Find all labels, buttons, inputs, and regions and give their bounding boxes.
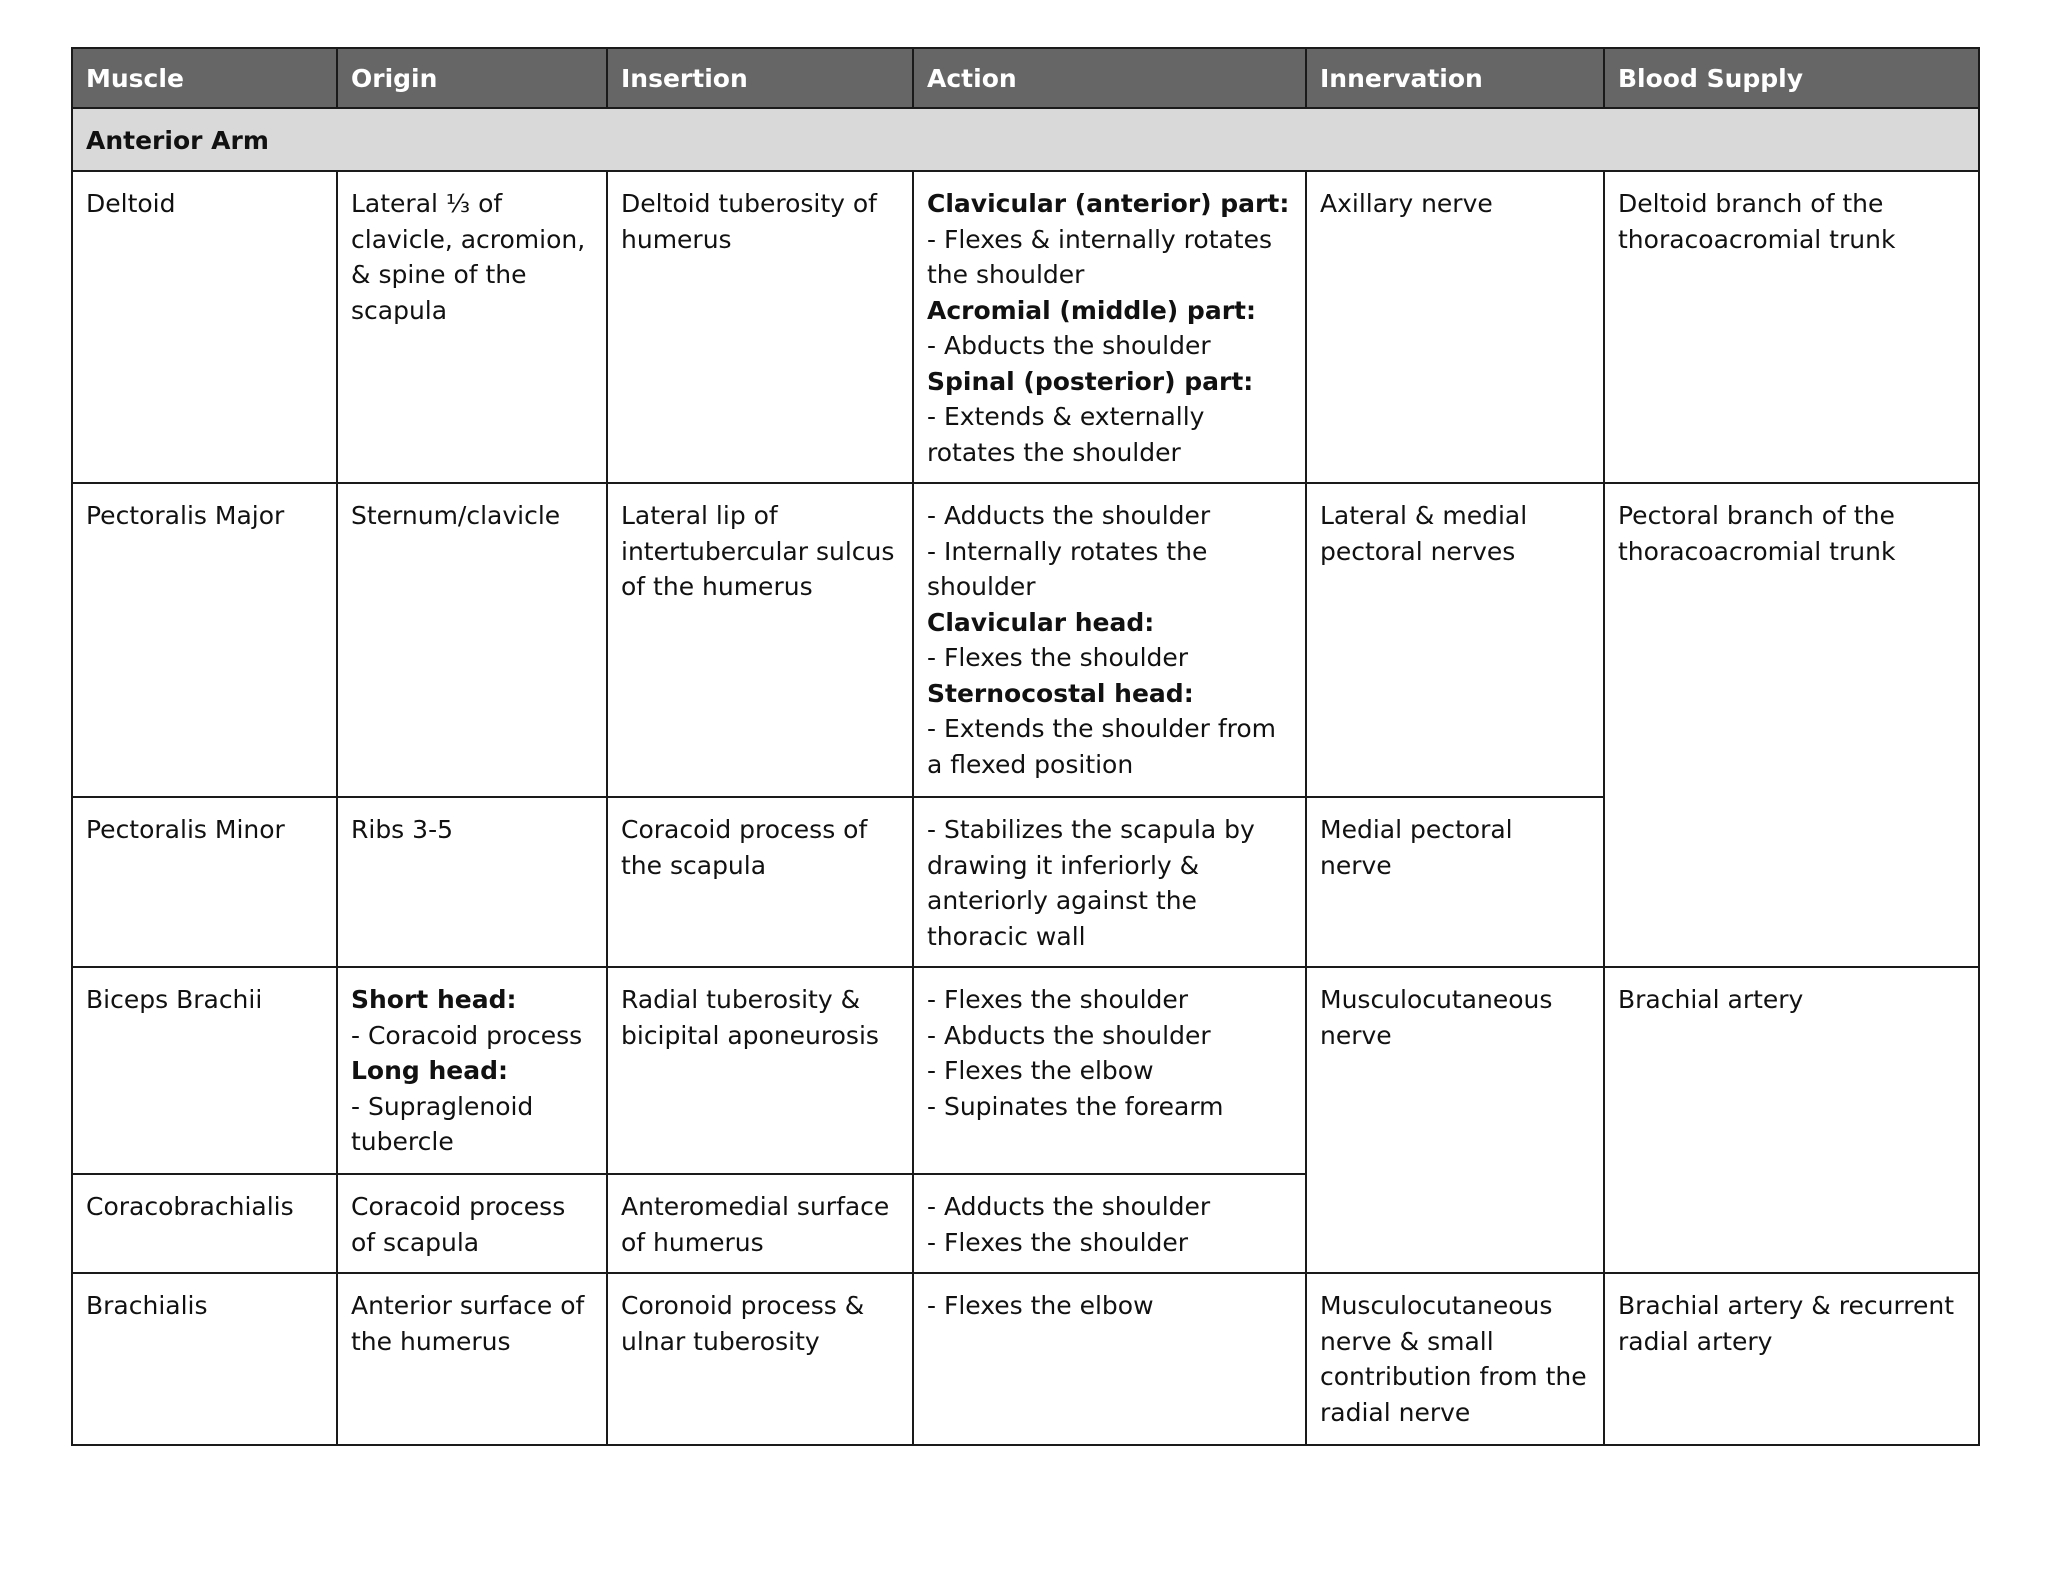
table-row bbox=[72, 483, 1979, 797]
action-heading: Clavicular (anterior) part: bbox=[927, 189, 1290, 218]
insertion-cell: Coracoid process of the scapula bbox=[607, 797, 913, 967]
action-heading: Sternocostal head: bbox=[927, 678, 1194, 708]
insertion-cell: Radial tuberosity & bicipital aponeurosis bbox=[607, 967, 913, 1174]
action-cell bbox=[913, 967, 1306, 1174]
origin-cell: Coracoid process of scapula bbox=[337, 1174, 607, 1273]
muscle-name: Brachialis bbox=[72, 1273, 337, 1445]
action-text: - Adducts the shoulder bbox=[927, 501, 1211, 530]
innervation-cell: Axillary nerve bbox=[1306, 171, 1604, 483]
header-origin: Origin bbox=[337, 48, 607, 108]
muscle-name: Pectoralis Minor bbox=[72, 797, 337, 967]
table-row bbox=[72, 1273, 1979, 1445]
action-cell: - Flexes the elbow bbox=[913, 1273, 1306, 1445]
innervation-cell: Medial pectoral nerve bbox=[1306, 797, 1604, 967]
origin-cell: Lateral ⅓ of clavicle, acromion, & spine of the scapula bbox=[337, 171, 607, 483]
muscle-name: Biceps Brachii bbox=[72, 967, 337, 1174]
insertion-cell: Anteromedial surface of humerus bbox=[607, 1174, 913, 1273]
anatomy-table bbox=[71, 47, 1980, 1446]
muscle-name: Pectoralis Major bbox=[72, 483, 337, 797]
action-text: - Flexes the shoulder bbox=[927, 1227, 1189, 1257]
origin-cell bbox=[337, 967, 607, 1174]
action-text: - Supinates the forearm bbox=[927, 1091, 1224, 1121]
origin-heading: Long head: bbox=[351, 1056, 509, 1085]
insertion-cell: Lateral lip of intertubercular sulcus of the humerus bbox=[607, 483, 913, 797]
action-heading: Spinal (posterior) part: bbox=[927, 366, 1254, 396]
blood-supply-cell: Brachial artery & recurrent radial artery bbox=[1604, 1273, 1979, 1445]
header-muscle: Muscle bbox=[72, 48, 337, 108]
muscle-name: Deltoid bbox=[72, 171, 337, 483]
action-cell bbox=[913, 171, 1306, 483]
section-row bbox=[72, 108, 1979, 171]
header-innervation: Innervation bbox=[1306, 48, 1604, 108]
action-text: - Adducts the shoulder bbox=[927, 1192, 1211, 1221]
blood-supply-cell: Brachial artery bbox=[1604, 967, 1979, 1273]
origin-cell: Ribs 3-5 bbox=[337, 797, 607, 967]
table-row bbox=[72, 967, 1979, 1174]
origin-text: - Coracoid process bbox=[351, 1020, 583, 1050]
table-row bbox=[72, 171, 1979, 483]
blood-supply-cell: Deltoid branch of the thoracoacromial trunk bbox=[1604, 171, 1979, 483]
header-insertion: Insertion bbox=[607, 48, 913, 108]
insertion-cell: Coronoid process & ulnar tuberosity bbox=[607, 1273, 913, 1445]
innervation-cell: Lateral & medial pectoral nerves bbox=[1306, 483, 1604, 797]
action-heading: Clavicular head: bbox=[927, 607, 1155, 637]
action-text: - Abducts the shoulder bbox=[927, 331, 1211, 360]
action-text: - Flexes the shoulder bbox=[927, 985, 1189, 1014]
action-cell bbox=[913, 483, 1306, 797]
section-title: Anterior Arm bbox=[72, 108, 1979, 171]
origin-cell: Anterior surface of the humerus bbox=[337, 1273, 607, 1445]
blood-supply-cell: Pectoral branch of the thoracoacromial trunk bbox=[1604, 483, 1979, 967]
origin-heading: Short head: bbox=[351, 985, 517, 1014]
action-cell: - Stabilizes the scapula by drawing it inferiorly & anteriorly against the thoracic wall bbox=[913, 797, 1306, 967]
action-text: - Extends & externally rotates the shoulder bbox=[927, 402, 1205, 467]
action-text: - Flexes the elbow bbox=[927, 1056, 1154, 1085]
action-text: - Flexes & internally rotates the shoulder bbox=[927, 224, 1273, 289]
muscle-name: Coracobrachialis bbox=[72, 1174, 337, 1273]
innervation-cell: Musculocutaneous nerve bbox=[1306, 967, 1604, 1273]
action-text: - Abducts the shoulder bbox=[927, 1020, 1211, 1050]
action-heading: Acromial (middle) part: bbox=[927, 295, 1256, 325]
origin-text: - Supraglenoid tubercle bbox=[351, 1091, 534, 1156]
header-action: Action bbox=[913, 48, 1306, 108]
insertion-cell: Deltoid tuberosity of humerus bbox=[607, 171, 913, 483]
action-text: - Extends the shoulder from a flexed position bbox=[927, 714, 1277, 779]
action-cell bbox=[913, 1174, 1306, 1273]
action-text: - Internally rotates the shoulder bbox=[927, 536, 1208, 601]
origin-cell: Sternum/clavicle bbox=[337, 483, 607, 797]
innervation-cell: Musculocutaneous nerve & small contribution from the radial nerve bbox=[1306, 1273, 1604, 1445]
action-text: - Flexes the shoulder bbox=[927, 643, 1189, 672]
header-row bbox=[72, 48, 1979, 108]
header-blood-supply: Blood Supply bbox=[1604, 48, 1979, 108]
